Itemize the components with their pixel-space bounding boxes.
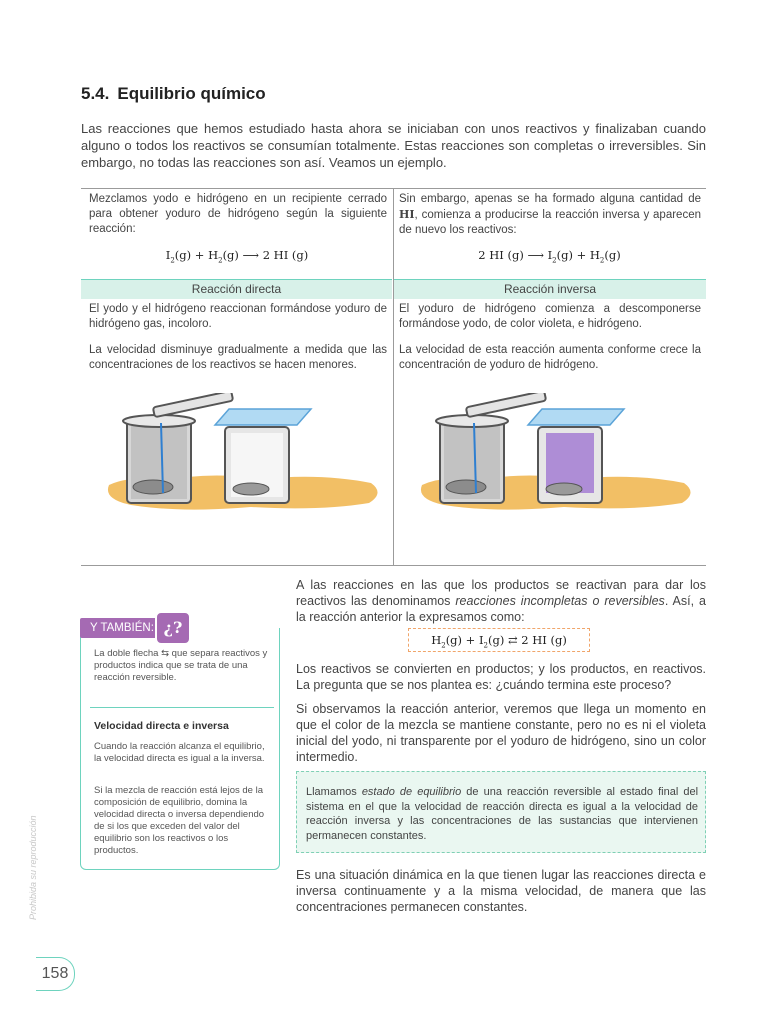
beaker-iodine-icon [436,415,508,503]
sidebar-note: La doble flecha ⇆ que separa reactivos y productos indica que se trata de una reacción reversible. [94,648,268,683]
dynamic-equilibrium-paragraph: Es una situación dinámica en la que tienen lugar las reacciones directa e inversa continuamente y a la misma velocidad, de manera que las concentraciones permanecen constantes. [296,868,706,914]
direct-intro-text: Mezclamos yodo e hidrógeno en un recipiente cerrado para obtener yoduro de hidrógeno según la siguiente reacción: [89,193,387,235]
copyright-note: Prohibida su reproducción [28,815,38,920]
table-bottom-border [81,565,706,566]
sidebar-paragraph-1: Cuando la reacción alcanza el equilibrio, la velocidad directa es igual a la inversa. [94,741,265,764]
direct-reaction-header: Reacción directa [81,279,392,299]
sidebar-paragraph-2: Si la mezcla de reacción está lejos de la composición de equilibrio, domina la velocidad directa o inversa dependiendo de si los que exceden del valor del equilibrio son los reactivos o los productos. [94,785,265,856]
sidebar-subtitle: Velocidad directa e inversa [94,720,229,732]
page-number: 158 [36,957,75,991]
section-heading: Equilibrio químico [117,84,266,103]
table-divider [393,188,394,566]
reversible-intro-paragraph: A las reacciones en las que los productos se reactivan para dar los reactivos las denominamos reacciones incompletas o reversibles. Así, a la reacción anterior la expresamos como: [296,578,706,624]
question-badge-icon: ¿? [155,611,191,645]
inverse-reaction-illustration [414,393,704,523]
definition-text: Llamamos estado de equilibrio de una reacción reversible al estado final del sistema en el que la velocidad de reacción directa es igual a la velocidad de reacción inversa y las concentraciones de las sustancias que intervienen permanecen constantes. [306,786,699,842]
inverse-intro-text: Sin embargo, apenas se ha formado alguna cantidad de HI, comienza a producirse la reacción inversa y aparecen de nuevo los reactivos: [399,193,701,236]
intro-paragraph: Las reacciones que hemos estudiado hasta ahora se iniciaban con unos reactivos y finalizaban cuando alguno o todos los reactivos se consumían totalmente. Estas reacciones son completas o irreversibles. Sin embargo, no todas las reacciones son así. Veamos un ejemplo. [81,121,706,170]
gas-tube-icon [466,393,546,417]
sidebar-divider [90,707,274,708]
section-number: 5.4. [81,84,110,103]
reaction-table [81,188,706,566]
inverse-reaction-header: Reacción inversa [394,279,706,299]
direct-reaction-illustration [101,393,391,523]
direct-desc-1: El yodo y el hidrógeno reaccionan formándose yoduro de hidrógeno gas, incoloro. [89,303,387,330]
beaker-iodine-icon [123,415,195,503]
sidebar-tab: Y TAMBIÉN: [80,618,190,638]
inverse-desc-1: El yoduro de hidrógeno comienza a descomponerse formándose yodo, de color violeta, e hidrógeno. [399,303,701,330]
direct-equation: $I_2(g) + H_2(g)$ ⟶ 2 HI (g) [165,248,309,265]
section-title [81,84,266,104]
inverse-desc-2: La velocidad de esta reacción aumenta conforme crece la concentración de yoduro de hidrógeno. [399,344,701,371]
question-paragraph: Los reactivos se convierten en productos; y los productos, en reactivos. La pregunta que se nos plantea es: ¿cuándo termina este proceso? [296,662,706,692]
inverse-equation: 2 HI (g) ⟶ $I_2(g) + H_2(g)$ [478,248,621,265]
gas-tube-icon [153,393,233,417]
direct-desc-2: La velocidad disminuye gradualmente a medida que las concentraciones de los reactivos se hacen menores. [89,344,387,371]
reversible-equation: $H_2(g) + I_2(g)$ ⇄ 2 HI (g) [408,628,590,652]
observation-paragraph: Si observamos la reacción anterior, veremos que llega un momento en que el color de la mezcla se mantiene constante, pero no es ni el violeta inicial del yodo, ni transparente por el yoduro de hidrógeno, sino un color intermedio. [296,702,706,764]
